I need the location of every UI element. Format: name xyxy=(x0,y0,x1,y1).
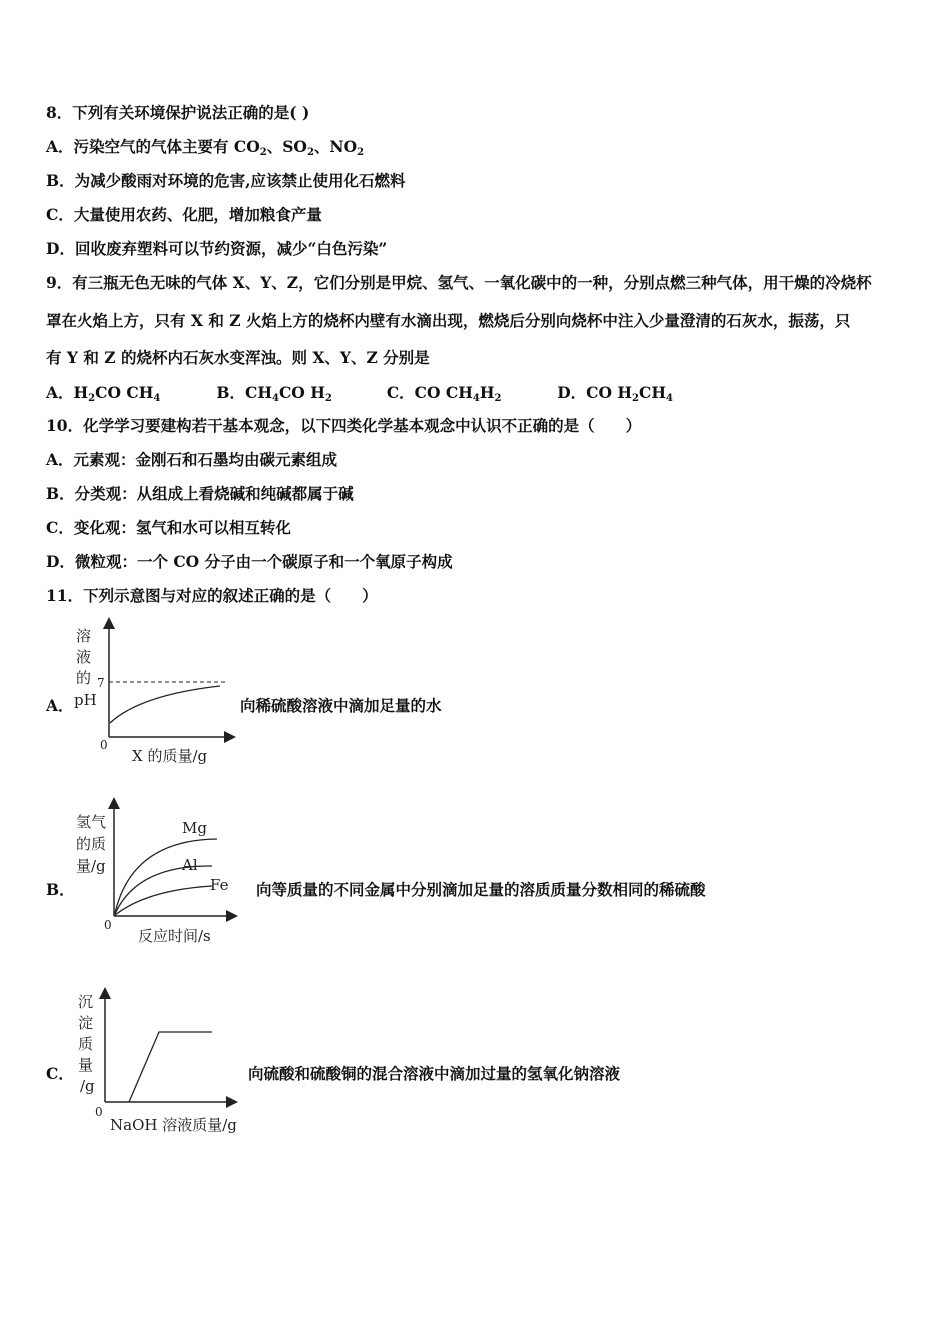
q10-option-b: B．分类观：从组成上看烧碱和纯碱都属于碱 xyxy=(46,484,354,503)
c-xlabel: NaOH 溶液质量/g xyxy=(110,1116,237,1134)
q9-option-c: C．CO $CH_4H_2$ xyxy=(386,383,502,404)
q11-c-desc: 向硫酸和硫酸铜的混合溶液中滴加过量的氢氧化钠溶液 xyxy=(248,1064,621,1083)
q8-option-d: D．回收废弃塑料可以节约资源，减少“白色污染” xyxy=(46,239,388,258)
q11-a-desc: 向稀硫酸溶液中滴加足量的水 xyxy=(240,696,442,715)
c-ylabel-3: 质 xyxy=(78,1035,94,1053)
q8-option-b: B．为减少酸雨对环境的危害,应该禁止使用化石燃料 xyxy=(46,171,406,190)
c-precipitate-line xyxy=(129,1032,212,1102)
q11-b-desc: 向等质量的不同金属中分别滴加足量的溶质质量分数相同的稀硫酸 xyxy=(256,880,706,899)
q9-option-d: D．CO $H_2CH_4$ xyxy=(557,383,673,404)
q10-option-d: D．微粒观：一个 CO 分子由一个碳原子和一个氧原子构成 xyxy=(46,552,453,571)
c-ylabel-1: 沉 xyxy=(78,993,94,1011)
q11-a-letter: A． xyxy=(46,696,74,715)
b-ylabel-3: 量/g xyxy=(76,857,106,875)
b-label-mg: Mg xyxy=(182,819,207,837)
q10-option-a: A．元素观：金刚石和石墨均由碳元素组成 xyxy=(46,450,338,469)
a-ph-curve xyxy=(110,686,220,723)
q9-options xyxy=(46,383,673,409)
b-origin: 0 xyxy=(104,918,112,932)
b-curve-fe xyxy=(115,886,212,915)
b-curve-mg xyxy=(115,839,217,913)
a-ylabel-4: pH xyxy=(74,691,97,709)
q11-c-graph xyxy=(72,985,250,1140)
c-ylabel-5: /g xyxy=(80,1077,95,1095)
b-xlabel: 反应时间/s xyxy=(138,927,211,945)
b-ylabel-1: 氢气 xyxy=(76,813,107,831)
q8-stem: 8．下列有关环境保护说法正确的是( ) xyxy=(46,103,310,122)
a-ylabel-3: 的 xyxy=(76,669,92,687)
q11-b-letter: B． xyxy=(46,880,75,899)
a-ytick-7: 7 xyxy=(97,676,105,690)
q9-option-b: B．$CH_4CO$ $H_2$ xyxy=(216,383,332,404)
q9-stem-line3: 有 Y 和 Z 的烧杯内石灰水变浑浊。则 X、Y、Z 分别是 xyxy=(46,348,430,367)
b-ylabel-2: 的质 xyxy=(76,835,107,853)
q9-stem-line1: 9．有三瓶无色无味的气体 X、Y、Z，它们分别是甲烷、氢气、一氧化碳中的一种，分别点燃三种气体，用干燥的冷烧杯 xyxy=(46,273,872,292)
q11-a-graph xyxy=(70,615,240,775)
a-xlabel: X 的质量/g xyxy=(132,747,208,765)
c-ylabel-4: 量 xyxy=(78,1056,94,1074)
a-ylabel-1: 溶 xyxy=(76,627,92,645)
q11-b-graph xyxy=(72,795,247,950)
q10-stem: 10．化学学习要建构若干基本观念，以下四类化学基本观念中认识不正确的是（ ） xyxy=(46,416,642,435)
q11-c-letter: C． xyxy=(46,1064,74,1083)
b-label-al: Al xyxy=(182,856,198,874)
a-origin: 0 xyxy=(100,738,108,752)
q9-option-a: A．$H_2CO$ $CH_4$ xyxy=(46,383,161,404)
b-label-fe: Fe xyxy=(210,876,229,894)
q11-stem: 11．下列示意图与对应的叙述正确的是（ ） xyxy=(46,586,378,605)
c-origin: 0 xyxy=(95,1105,103,1119)
q9-stem-line2: 罩在火焰上方，只有 X 和 Z 火焰上方的烧杯内壁有水滴出现，燃烧后分别向烧杯中注入少量澄清的石灰水，振荡，只 xyxy=(46,311,851,330)
q8-option-a: A．污染空气的气体主要有 $CO_2$、$SO_2$、$NO_2$ xyxy=(46,137,365,158)
q8-option-c: C．大量使用农药、化肥，增加粮食产量 xyxy=(46,205,322,224)
a-ylabel-2: 液 xyxy=(76,648,92,666)
q10-option-c: C．变化观：氢气和水可以相互转化 xyxy=(46,518,291,537)
c-ylabel-2: 淀 xyxy=(78,1014,94,1032)
